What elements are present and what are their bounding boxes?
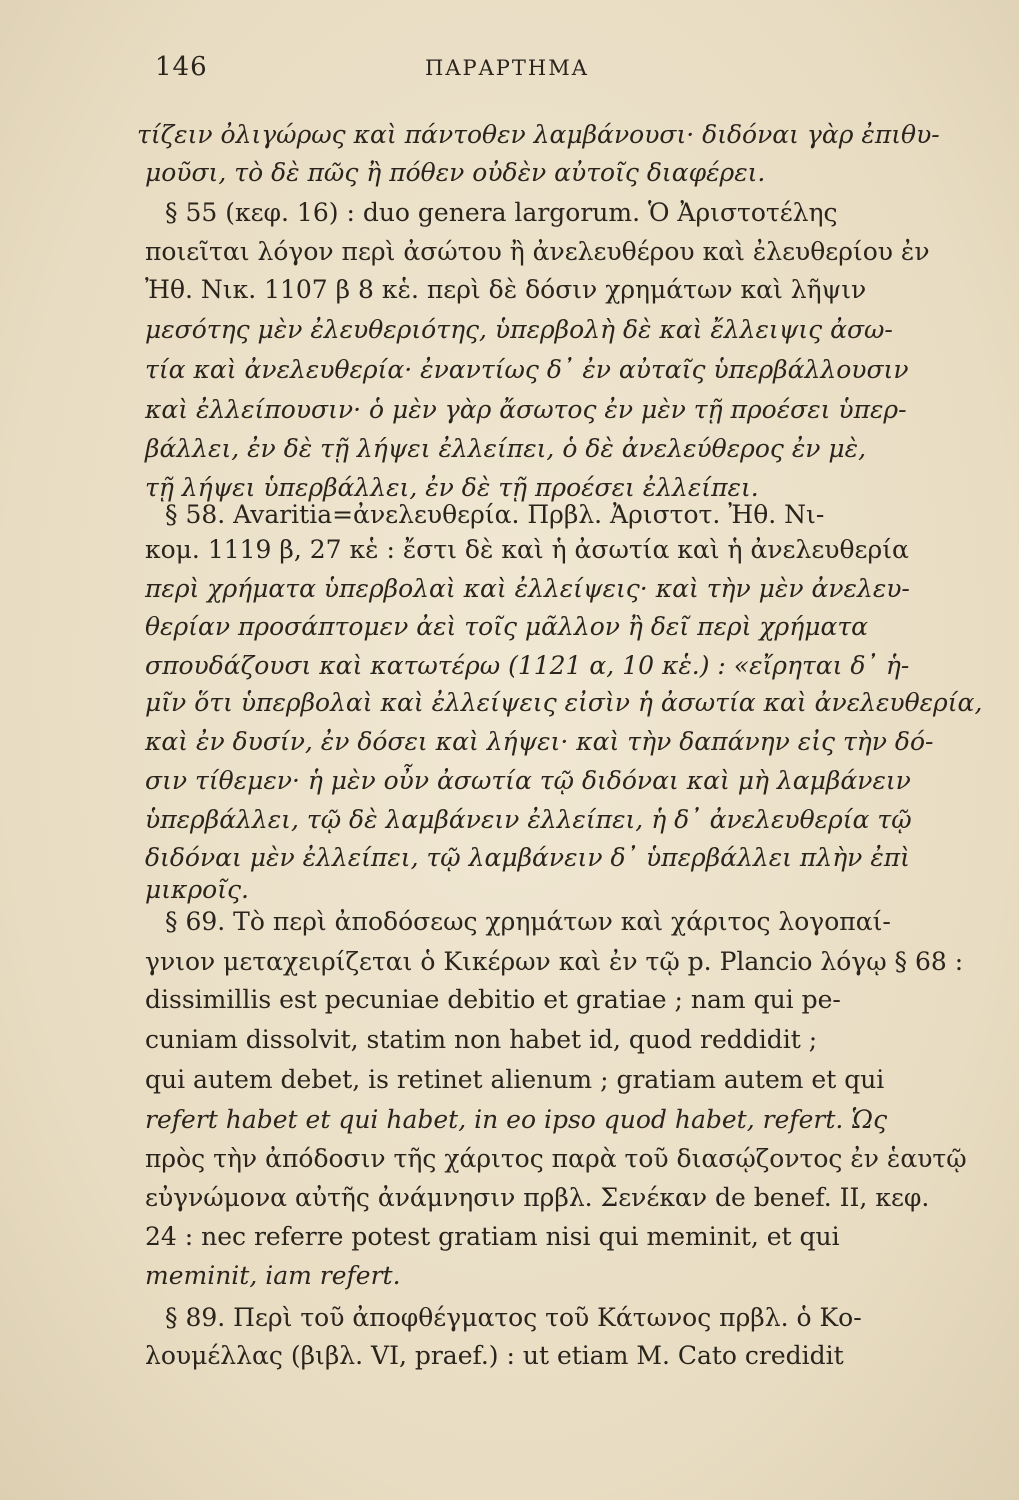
text-line: cuniam dissolvit, statim non habet id, quod reddidit ;	[145, 1025, 818, 1054]
text-line: refert habet et qui habet, in eo ipso quod habet, refert. Ὡς	[145, 1105, 888, 1134]
text-line: μικροῖς.	[145, 875, 249, 904]
text-line: γνιον μεταχειρίζεται ὁ Κικέρων καὶ ἐν τῷ p. Plancio λόγῳ § 68 :	[145, 947, 964, 976]
text-line: καὶ ἐν δυσίν, ἐν δόσει καὶ λήψει· καὶ τὴν δαπάνην εἰς τὴν δό-	[145, 727, 934, 756]
text-line: 24 : nec referre potest gratiam nisi qui meminit, et qui	[145, 1222, 840, 1251]
running-head: ΠΑΡΑΡΤΗΜΑ	[425, 56, 589, 80]
text-line: κομ. 1119 β, 27 κἑ : ἔστι δὲ καὶ ἡ ἀσωτία καὶ ἡ ἀνελευθερία	[145, 535, 909, 564]
text-line: § 55 (κεφ. 16) : duo genera largorum. Ὁ Ἀριστοτέλης	[165, 198, 838, 227]
text-line: θερίαν προσάπτομεν ἀεὶ τοῖς μᾶλλον ἢ δεῖ περὶ χρήματα	[145, 612, 869, 641]
text-line: σπουδάζουσι καὶ κατωτέρω (1121 α, 10 κἑ.) : «εἴρηται δ᾽ ἡ-	[145, 651, 910, 680]
text-line: μεσότης μὲν ἐλευθεριότης, ὑπερβολὴ δὲ καὶ ἔλλειψις ἀσω-	[145, 315, 893, 344]
text-line: μοῦσι, τὸ δὲ πῶς ἢ πόθεν οὐδὲν αὐτοῖς διαφέρει.	[145, 158, 766, 187]
text-line: § 89. Περὶ τοῦ ἀποφθέγματος τοῦ Κάτωνος πρβλ. ὁ Κο-	[165, 1303, 862, 1332]
text-line: τία καὶ ἀνελευθερία· ἐναντίως δ᾽ ἐν αὐταῖς ὑπερβάλλουσιν	[145, 355, 909, 384]
text-line: διδόναι μὲν ἐλλείπει, τῷ λαμβάνειν δ᾽ ὑπερβάλλει πλὴν ἐπὶ	[145, 843, 910, 872]
text-line: ὑπερβάλλει, τῷ δὲ λαμβάνειν ἐλλείπει, ἡ δ᾽ ἀνελευθερία τῷ	[145, 805, 912, 834]
text-line: βάλλει, ἐν δὲ τῇ λήψει ἐλλείπει, ὁ δὲ ἀνελεύθερος ἐν μὲ,	[145, 434, 867, 463]
text-line: ποιεῖται λόγον περὶ ἀσώτου ἢ ἀνελευθέρου καὶ ἐλευθερίου ἐν	[145, 237, 930, 266]
text-line: τῇ λήψει ὑπερβάλλει, ἐν δὲ τῇ προέσει ἐλλείπει.	[145, 473, 759, 502]
text-line: λουμέλλας (βιβλ. VI, praef.) : ut etiam M. Cato credidit	[145, 1341, 844, 1370]
text-line: καὶ ἐλλείπουσιν· ὁ μὲν γὰρ ἄσωτος ἐν μὲν τῇ προέσει ὑπερ-	[145, 395, 907, 424]
page-number: 146	[155, 52, 208, 82]
text-line: περὶ χρήματα ὑπερβολαὶ καὶ ἐλλείψεις· καὶ τὴν μὲν ἀνελευ-	[145, 574, 910, 603]
text-line: dissimillis est pecuniae debitio et gratiae ; nam qui pe-	[145, 985, 841, 1014]
text-line: πρὸς τὴν ἀπόδοσιν τῆς χάριτος παρὰ τοῦ διασῴζοντος ἐν ἑαυτῷ	[145, 1144, 967, 1173]
text-line: qui autem debet, is retinet alienum ; gratiam autem et qui	[145, 1065, 885, 1094]
text-line: meminit, iam refert.	[145, 1261, 401, 1290]
text-line: § 69. Τὸ περὶ ἀποδόσεως χρημάτων καὶ χάριτος λογοπαί-	[165, 907, 891, 936]
text-line: σιν τίθεμεν· ἡ μὲν οὖν ἀσωτία τῷ διδόναι καὶ μὴ λαμβάνειν	[145, 766, 911, 795]
text-line: εὐγνώμονα αὐτῆς ἀνάμνησιν πρβλ. Σενέκαν de benef. II, κεφ.	[145, 1183, 930, 1212]
text-line: Ἠθ. Νικ. 1107 β 8 κἑ. περὶ δὲ δόσιν χρημάτων καὶ λῆψιν	[145, 275, 867, 304]
text-line: μῖν ὅτι ὑπερβολαὶ καὶ ἐλλείψεις εἰσὶν ἡ ἀσωτία καὶ ἀνελευθερία,	[145, 688, 983, 717]
text-line: τίζειν ὀλιγώρως καὶ πάντοθεν λαμβάνουσι· διδόναι γὰρ ἐπιθυ-	[137, 120, 940, 149]
text-line: § 58. Avaritia=ἀνελευθερία. Πρβλ. Ἀριστοτ. Ἠθ. Νι-	[165, 500, 825, 529]
